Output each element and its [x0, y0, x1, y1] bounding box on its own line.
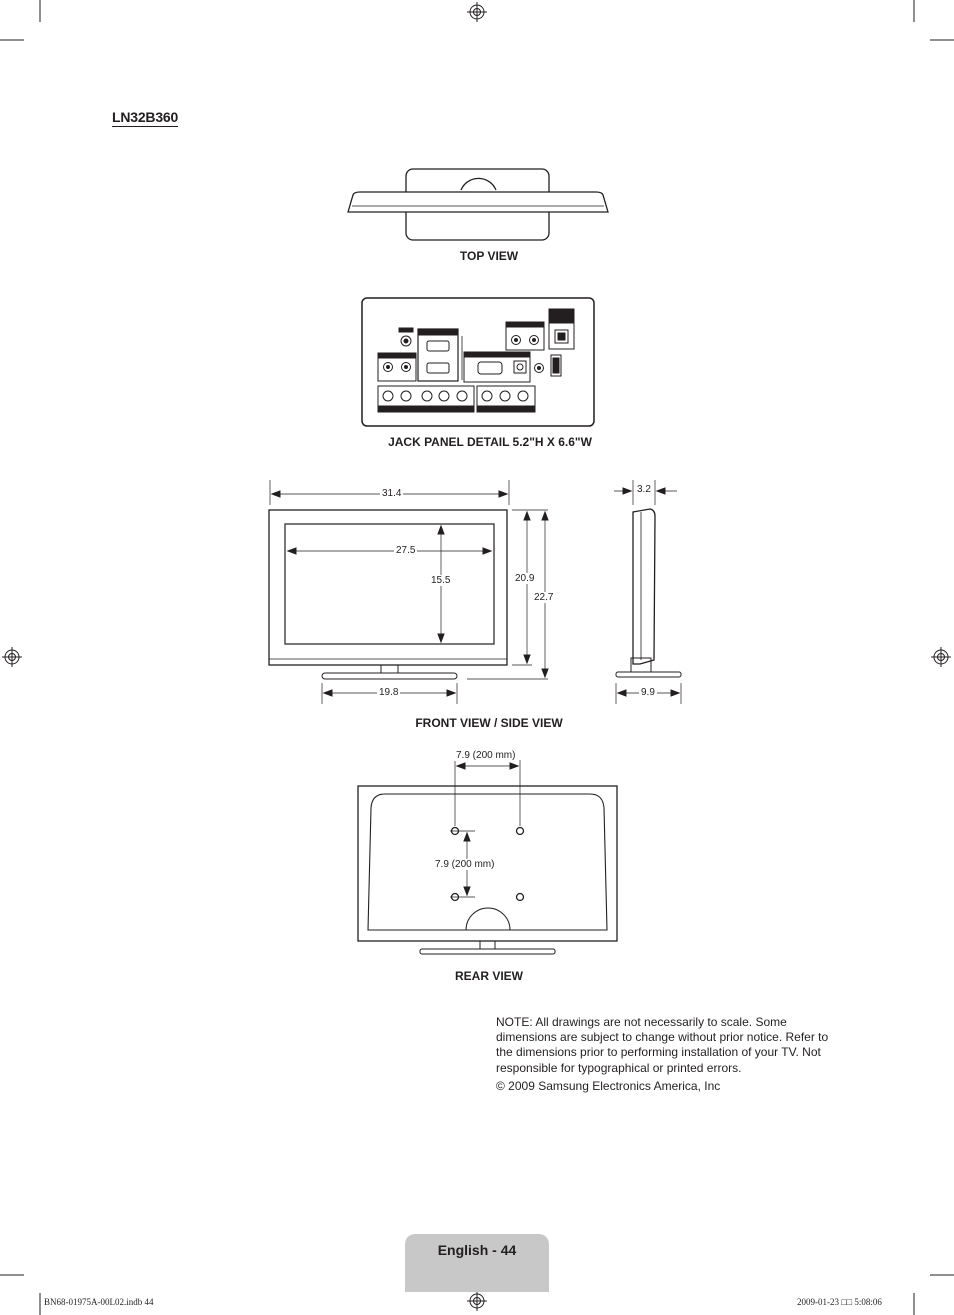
top-view-drawing: [348, 169, 608, 240]
registration-mark-right: [931, 647, 951, 667]
front-view-drawing: [269, 480, 548, 704]
dim-depth-no-stand: 3.2: [637, 484, 651, 495]
registration-mark-top: [467, 2, 487, 22]
rear-view-drawing: [358, 760, 617, 954]
jack-panel-caption: JACK PANEL DETAIL 5.2"H X 6.6"W: [388, 435, 592, 449]
dim-stand-depth: 9.9: [641, 687, 655, 698]
dim-height-no-stand: 20.9: [515, 573, 535, 584]
dim-stand-width: 19.8: [379, 687, 399, 698]
footer-datetime: 2009-01-23 □□ 5:08:06: [797, 1297, 882, 1307]
dim-height-with-stand: 22.7: [534, 592, 554, 603]
page-label: English - 44: [437, 1242, 517, 1258]
dim-vesa-horizontal: 7.9 (200 mm): [456, 750, 516, 761]
note-text: NOTE: All drawings are not necessarily to scale. Some dimensions are subject to change without prior notice. Refer to the dimensions prior to performing installation of your TV. Not responsible for typographical or printed errors.: [496, 1015, 829, 1075]
registration-mark-left: [2, 647, 22, 667]
footer-file: BN68-01975A-00L02.indb 44: [44, 1297, 154, 1307]
rear-view-caption: REAR VIEW: [454, 969, 523, 983]
registration-mark-bottom: [467, 1291, 487, 1311]
copyright-text: © 2009 Samsung Electronics America, Inc: [496, 1078, 721, 1093]
jack-panel-drawing: [362, 298, 594, 426]
disclaimer-note: [496, 1015, 841, 1094]
side-view-drawing: [614, 480, 681, 704]
dim-screen-width: 27.5: [396, 545, 416, 556]
dim-width-overall: 31.4: [382, 488, 402, 499]
dim-vesa-vertical: 7.9 (200 mm): [435, 859, 495, 870]
dim-screen-height: 15.5: [431, 575, 451, 586]
model-number: LN32B360: [112, 109, 179, 125]
front-side-view-caption: FRONT VIEW / SIDE VIEW: [415, 716, 563, 730]
top-view-caption: TOP VIEW: [459, 249, 519, 263]
